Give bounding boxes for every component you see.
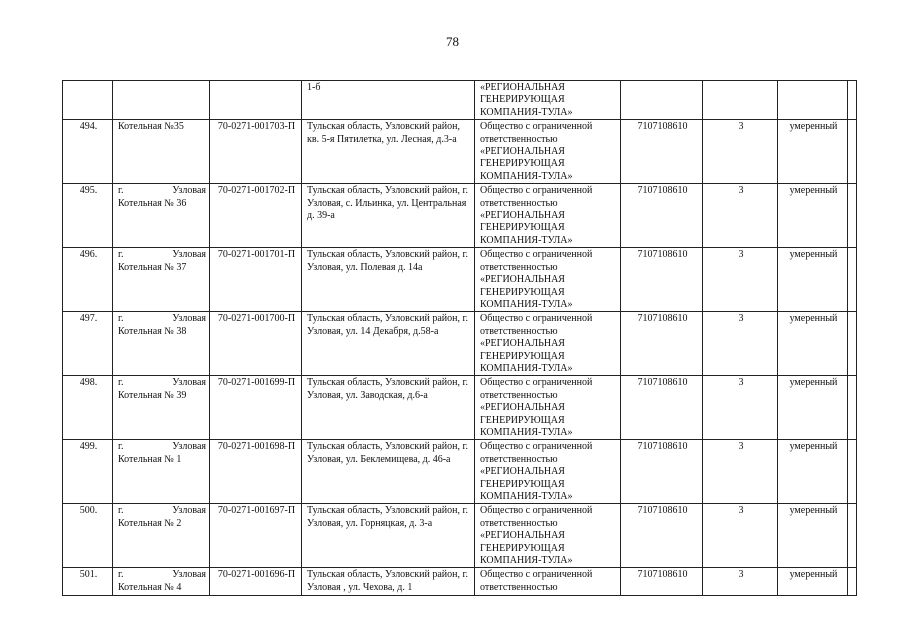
cell-num: 498. [63,376,113,440]
cell-risk: умеренный [778,120,848,184]
name-line-2: Котельная № 39 [118,389,187,401]
cell-num: 496. [63,248,113,312]
name-line-1: г. Узловая [118,441,206,453]
cell-address: Тульская область, Узловский район, г. Узловая, ул. Горняцкая, д. 3-а [302,504,475,568]
cell-num: 500. [63,504,113,568]
name-line-1: г. Узловая [118,249,206,261]
table-row [63,120,857,184]
registry-body [63,81,857,596]
name-line-1: г. Узловая [118,377,206,389]
name-line-2: Котельная № 38 [118,325,187,337]
cell-address: Тульская область, Узловский район, г. Узловая, с. Ильинка, ул. Центральная д. 39-а [302,184,475,248]
cell-code: 70-0271-001703-П [210,120,302,184]
cell-risk: умеренный [778,312,848,376]
cell-num: 497. [63,312,113,376]
cell-code: 70-0271-001702-П [210,184,302,248]
cell-num: 495. [63,184,113,248]
name-line-1: г. Узловая [118,569,206,581]
cell-name [113,312,210,376]
cell-num: 494. [63,120,113,184]
cell-category: 3 [703,120,778,184]
name-line-1: Котельная №35 [118,121,184,133]
cell-inn: 7107108610 [621,376,703,440]
cell-extra [848,312,857,376]
table-row [63,184,857,248]
cell-category: 3 [703,568,778,596]
cell-owner: «РЕГИОНАЛЬНАЯ ГЕНЕРИРУЮЩАЯ КОМПАНИЯ-ТУЛА» [475,81,621,120]
cell-code: 70-0271-001699-П [210,376,302,440]
cell-code: 70-0271-001696-П [210,568,302,596]
cell-risk: умеренный [778,184,848,248]
cell-risk: умеренный [778,504,848,568]
cell-risk: умеренный [778,568,848,596]
cell-owner: Общество с ограниченной ответственностью «РЕГИОНАЛЬНАЯ ГЕНЕРИРУЮЩАЯ КОМПАНИЯ-ТУЛА» [475,120,621,184]
name-line-1: г. Узловая [118,505,206,517]
cell-inn: 7107108610 [621,568,703,596]
cell-category: 3 [703,312,778,376]
cell-owner: Общество с ограниченной ответственностью «РЕГИОНАЛЬНАЯ ГЕНЕРИРУЮЩАЯ КОМПАНИЯ-ТУЛА» [475,248,621,312]
cell-inn [621,81,703,120]
cell-address: Тульская область, Узловский район, г. Узловая, ул. 14 Декабря, д.58-а [302,312,475,376]
cell-name [113,568,210,596]
cell-address: Тульская область, Узловский район, г. Узловая, ул. Полевая д. 14а [302,248,475,312]
cell-name [113,504,210,568]
name-line-2: Котельная № 1 [118,453,182,465]
name-line-1: г. Узловая [118,313,206,325]
cell-address: 1-б [302,81,475,120]
name-line-2: Котельная № 36 [118,197,187,209]
cell-code: 70-0271-001700-П [210,312,302,376]
cell-category: 3 [703,440,778,504]
cell-owner: Общество с ограниченной ответственностью «РЕГИОНАЛЬНАЯ ГЕНЕРИРУЮЩАЯ КОМПАНИЯ-ТУЛА» [475,376,621,440]
cell-category: 3 [703,376,778,440]
cell-owner: Общество с ограниченной ответственностью «РЕГИОНАЛЬНАЯ ГЕНЕРИРУЮЩАЯ КОМПАНИЯ-ТУЛА» [475,504,621,568]
cell-category: 3 [703,504,778,568]
cell-name [113,184,210,248]
table-row [63,504,857,568]
cell-inn: 7107108610 [621,504,703,568]
cell-code: 70-0271-001697-П [210,504,302,568]
table-row [63,248,857,312]
cell-extra [848,376,857,440]
cell-name [113,440,210,504]
cell-extra [848,81,857,120]
name-line-2: Котельная № 2 [118,517,182,529]
cell-inn: 7107108610 [621,184,703,248]
cell-num: 501. [63,568,113,596]
cell-category: 3 [703,184,778,248]
cell-name [113,248,210,312]
cell-extra [848,504,857,568]
name-line-2: Котельная № 4 [118,581,182,593]
cell-extra [848,120,857,184]
table-row [63,568,857,596]
cell-inn: 7107108610 [621,312,703,376]
cell-inn: 7107108610 [621,440,703,504]
cell-inn: 7107108610 [621,120,703,184]
cell-risk: умеренный [778,248,848,312]
page-number: 78 [446,34,459,49]
cell-category [703,81,778,120]
table-row [63,312,857,376]
cell-owner: Общество с ограниченной ответственностью «РЕГИОНАЛЬНАЯ ГЕНЕРИРУЮЩАЯ КОМПАНИЯ-ТУЛА» [475,440,621,504]
cell-extra [848,568,857,596]
registry-table [62,80,857,596]
cell-num: 499. [63,440,113,504]
cell-code: 70-0271-001701-П [210,248,302,312]
name-line-1: г. Узловая [118,185,206,197]
cell-address: Тульская область, Узловский район, г. Узловая , ул. Чехова, д. 1 [302,568,475,596]
cell-code [210,81,302,120]
cell-extra [848,440,857,504]
cell-address: Тульская область, Узловский район, г. Узловая, ул. Заводская, д.6-а [302,376,475,440]
name-line-2: Котельная № 37 [118,261,187,273]
cell-owner: Общество с ограниченной ответственностью «РЕГИОНАЛЬНАЯ ГЕНЕРИРУЮЩАЯ КОМПАНИЯ-ТУЛА» [475,312,621,376]
cell-name [113,376,210,440]
cell-inn: 7107108610 [621,248,703,312]
cell-address: Тульская область, Узловский район, кв. 5-я Пятилетка, ул. Лесная, д.3-а [302,120,475,184]
cell-category: 3 [703,248,778,312]
cell-risk [778,81,848,120]
cell-owner: Общество с ограниченной ответственностью «РЕГИОНАЛЬНАЯ ГЕНЕРИРУЮЩАЯ КОМПАНИЯ-ТУЛА» [475,184,621,248]
cell-extra [848,184,857,248]
cell-code: 70-0271-001698-П [210,440,302,504]
table-row [63,440,857,504]
cell-risk: умеренный [778,440,848,504]
cell-extra [848,248,857,312]
cell-num [63,81,113,120]
cell-address: Тульская область, Узловский район, г. Узловая, ул. Беклемищева, д. 46-а [302,440,475,504]
cell-name [113,81,210,120]
cell-owner: Общество с ограниченной ответственностью [475,568,621,596]
table-row [63,376,857,440]
continuation-row [63,81,857,120]
cell-name [113,120,210,184]
cell-risk: умеренный [778,376,848,440]
